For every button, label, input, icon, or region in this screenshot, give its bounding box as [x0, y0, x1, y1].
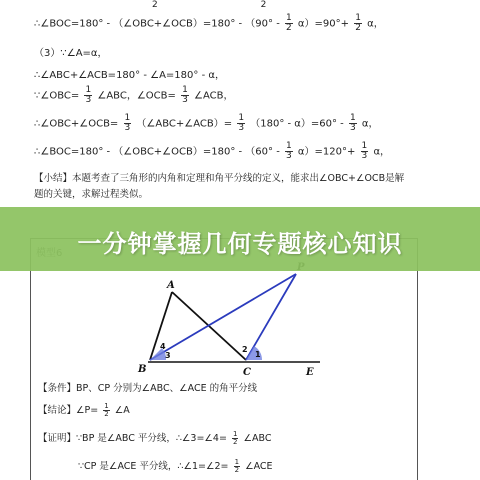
- text: ∠A: [114, 405, 130, 416]
- text: α）=120°+: [297, 146, 356, 158]
- den: 3: [182, 95, 188, 105]
- den: 2: [286, 23, 292, 33]
- text: α，: [361, 118, 379, 130]
- text: ∴∠BOC=180° - （∠OBC+∠OCB）=180° - （90° -: [34, 18, 280, 30]
- den: 3: [238, 123, 245, 133]
- proof-line-1: [38, 430, 271, 446]
- num: 1: [361, 141, 368, 151]
- conclusion-label: 【结论】: [38, 405, 77, 416]
- angle-3-label: 3: [165, 351, 171, 360]
- num: 1: [104, 402, 109, 410]
- num: 1: [238, 113, 245, 123]
- text: 【小结】本题考查了三角形的内角和定理和角平分线的定义，能求出∠OBC+∠OCB是解: [34, 173, 405, 184]
- num: 1: [355, 13, 361, 23]
- den: 2: [355, 23, 361, 33]
- text: ∴∠BOC=180° - （∠OBC+∠OCB）=180° - （60° -: [34, 146, 280, 158]
- fraction: [234, 459, 240, 474]
- text: ∵∠OBC=: [34, 90, 80, 102]
- den: 2: [104, 410, 109, 418]
- text: ∴∠ABC+∠ACB=180° - ∠A=180° - α，: [34, 70, 225, 81]
- den: 3: [286, 151, 292, 161]
- num: 1: [234, 458, 240, 466]
- den: 2: [234, 466, 240, 474]
- text: ∵BP 是∠ABC 平分线，∴∠3=∠4=: [76, 433, 227, 444]
- angle-4-label: 4: [160, 342, 166, 351]
- proof-line-2: [78, 458, 273, 474]
- text: ∵CP 是∠ACE 平分线，∴∠1=∠2=: [78, 461, 229, 472]
- condition-line: [38, 380, 257, 394]
- fraction: [103, 403, 109, 418]
- fraction: [232, 431, 238, 446]
- num: 1: [286, 141, 292, 151]
- den: 3: [85, 95, 92, 105]
- num: 1: [182, 85, 188, 95]
- num: 1: [85, 85, 92, 95]
- den: 3: [349, 123, 356, 133]
- text: α，: [367, 18, 384, 30]
- frac-den-1: 2: [152, 0, 158, 10]
- text: （180° - α）=60° -: [250, 118, 344, 130]
- num: 1: [349, 113, 356, 123]
- conclusion-line: [38, 402, 130, 418]
- text: α）=90°+: [297, 18, 349, 30]
- num: 1: [286, 13, 292, 23]
- den: 3: [124, 123, 131, 133]
- text: ∠ACE: [245, 461, 273, 472]
- condition-text: BP、CP 分别为∠ABC、∠ACE 的角平分线: [76, 383, 258, 394]
- frac-den-2: 2: [260, 0, 267, 10]
- num: 1: [232, 430, 238, 438]
- text: ∠ACB，: [194, 90, 234, 102]
- text: ∠ABC: [243, 433, 272, 444]
- text: （∠ABC+∠ACB）=: [136, 118, 233, 130]
- condition-label: 【条件】: [38, 383, 77, 394]
- proof-label: 【证明】: [38, 433, 77, 444]
- text: 题的关键，求解过程类似。: [34, 189, 149, 200]
- banner-title: 一分钟掌握几何专题核心知识: [77, 230, 403, 258]
- text: ∴∠OBC+∠OCB=: [34, 118, 119, 130]
- angle-1-label: 1: [255, 350, 261, 359]
- den: 3: [361, 151, 368, 161]
- text: ∠ABC，∠OCB=: [97, 90, 176, 102]
- text: α，: [373, 146, 391, 158]
- angle-2-label: 2: [242, 345, 248, 354]
- point-e-label: E: [306, 367, 314, 378]
- point-c-label: C: [243, 367, 251, 378]
- point-b-label: B: [138, 364, 147, 375]
- point-a-label: A: [167, 280, 175, 291]
- text: （3）∵∠A=α，: [34, 48, 108, 59]
- den: 2: [232, 438, 238, 446]
- text: ∠P=: [76, 405, 99, 416]
- num: 1: [124, 113, 131, 123]
